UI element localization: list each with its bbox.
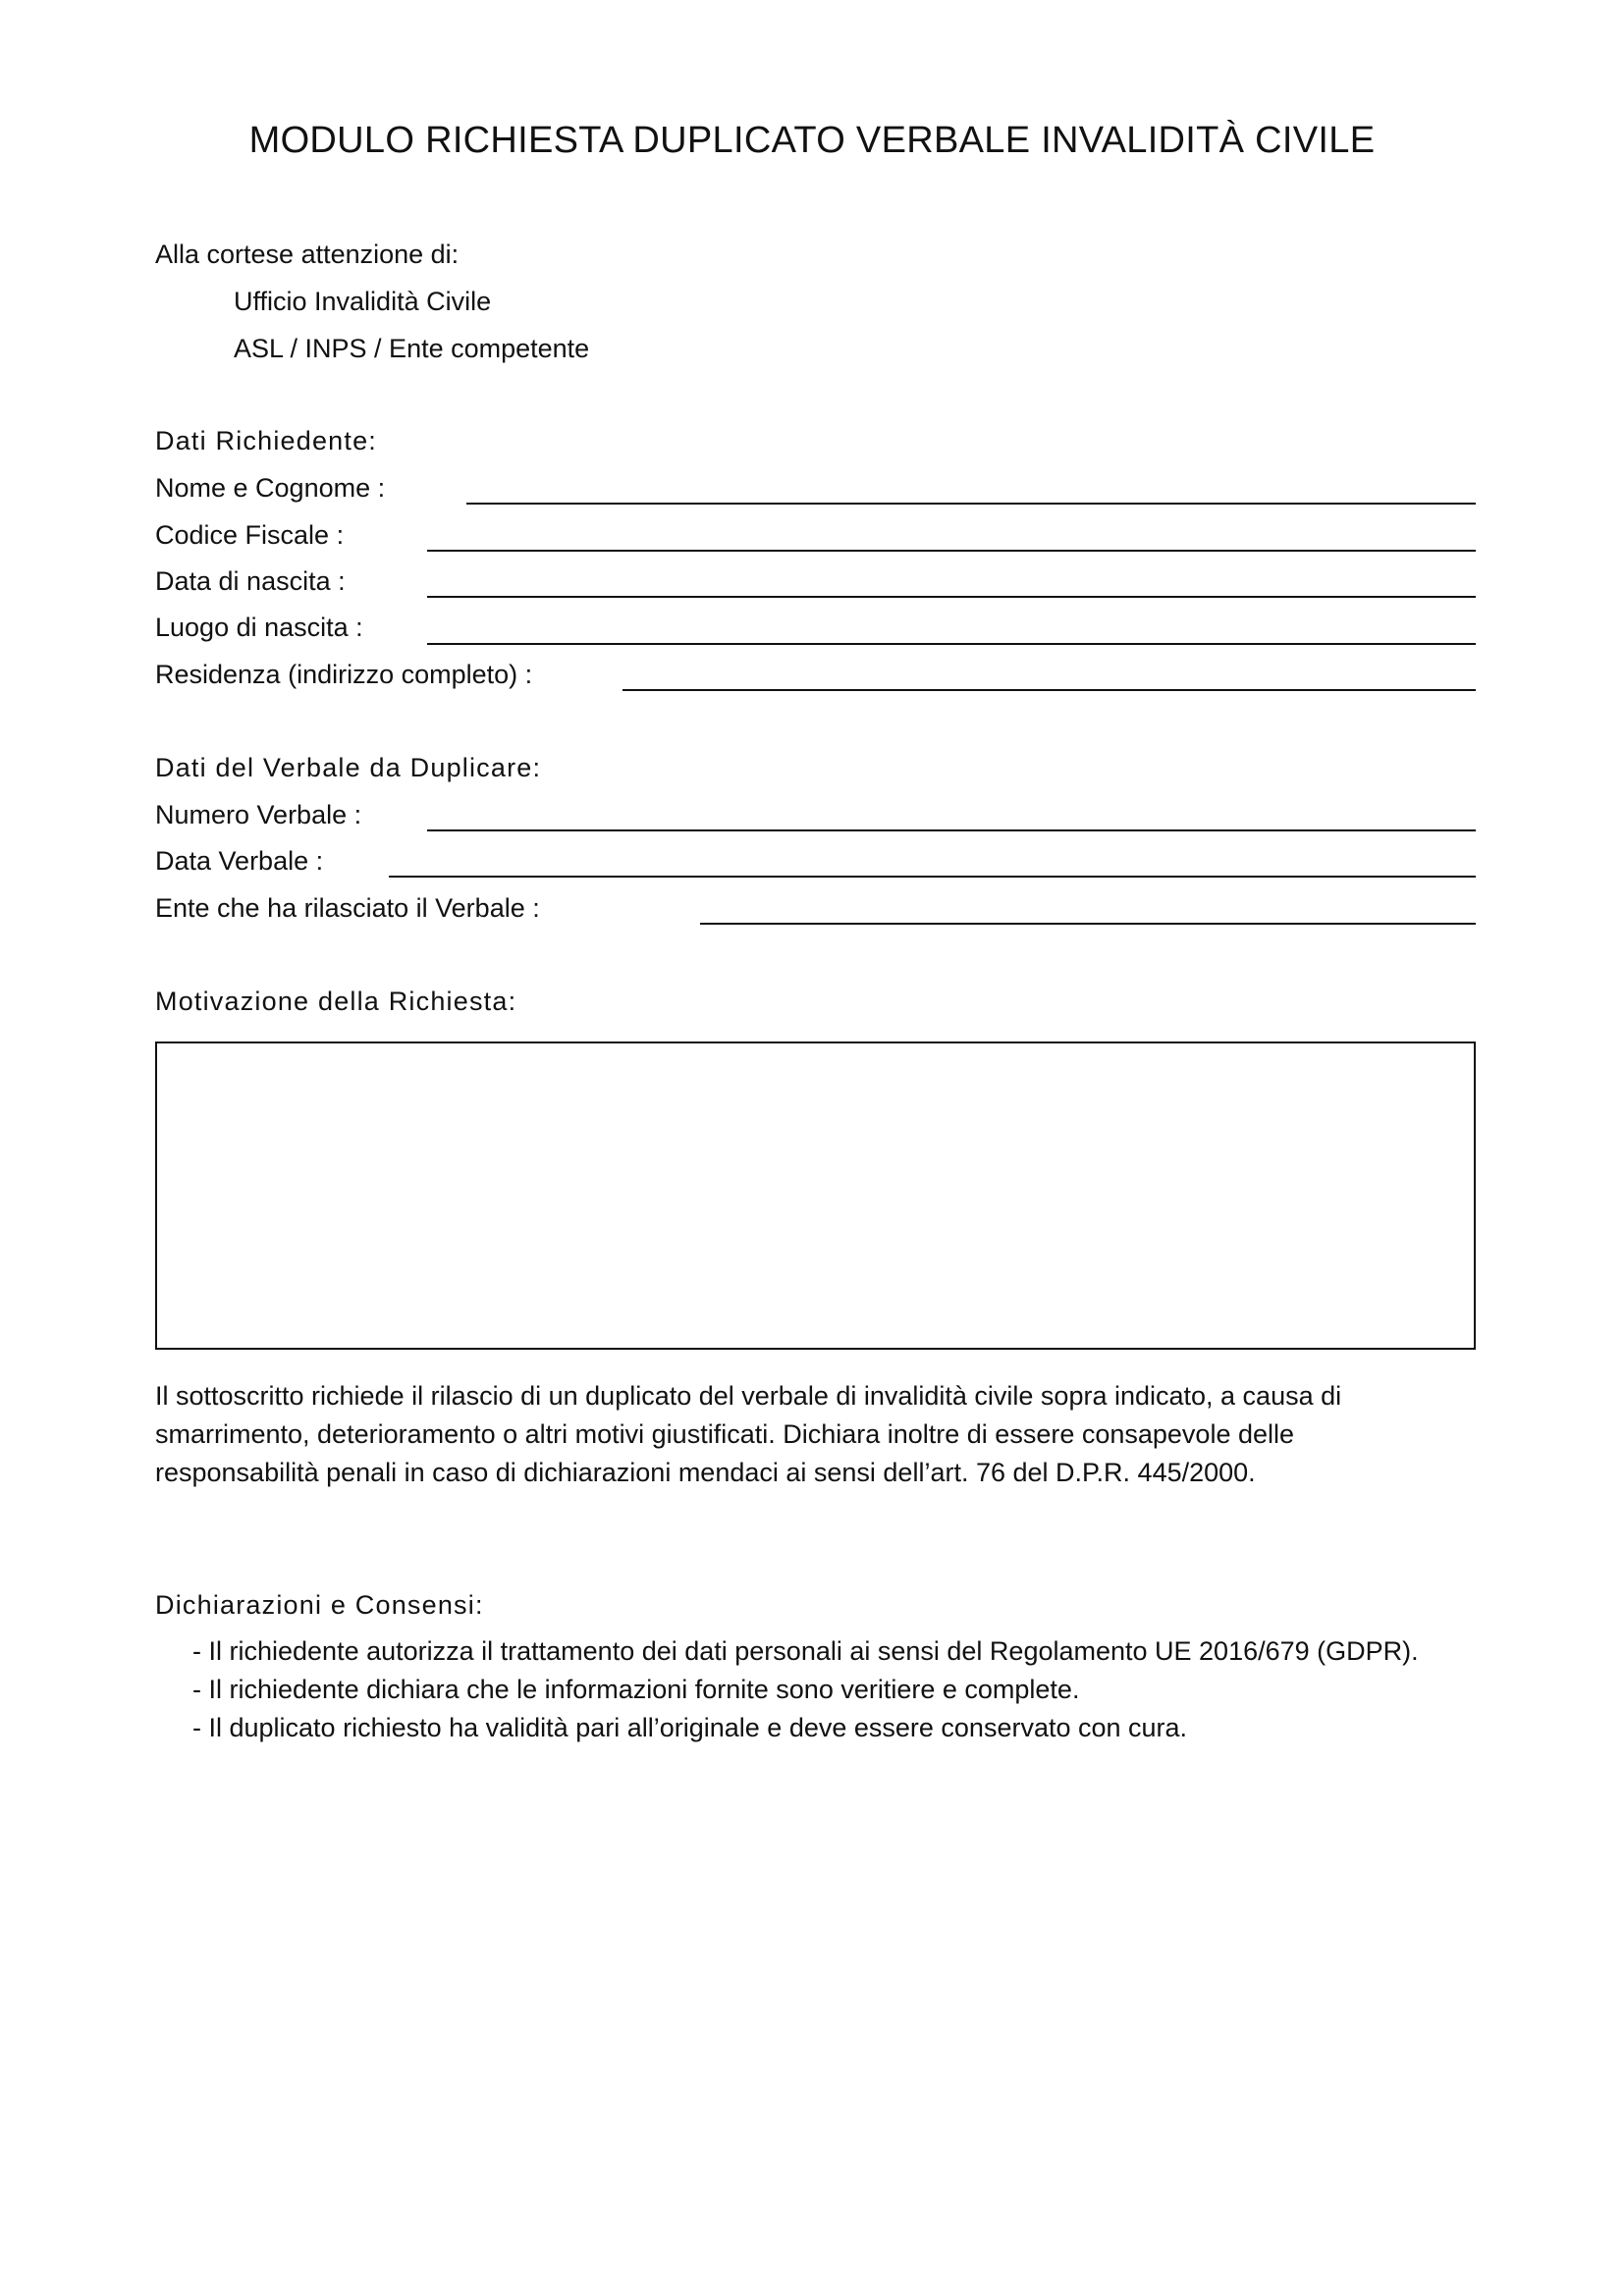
declaration-line: responsabilità penali in caso di dichiarazioni mendaci ai sensi dell’art. 76 del D.P.R. 445/2000. bbox=[155, 1458, 1256, 1487]
consent-item-validity: - Il duplicato richiesto ha validità pari all’originale e deve essere conservato con cura. bbox=[192, 1713, 1188, 1742]
motivation-heading: Motivazione della Richiesta: bbox=[155, 987, 517, 1016]
issuing-entity-field[interactable] bbox=[700, 923, 1476, 925]
report-date-label: Data Verbale : bbox=[155, 846, 324, 876]
declaration-paragraph bbox=[155, 1377, 1490, 1492]
attention-recipient-entity: ASL / INPS / Ente competente bbox=[234, 334, 590, 363]
declaration-line: Il sottoscritto richiede il rilascio di un duplicato del verbale di invalidità civile sopra indicato, a causa di bbox=[155, 1381, 1342, 1411]
report-number-field[interactable] bbox=[427, 829, 1476, 831]
tax-code-label: Codice Fiscale : bbox=[155, 520, 345, 550]
attention-recipient-office: Ufficio Invalidità Civile bbox=[234, 287, 492, 316]
tax-code-field[interactable] bbox=[427, 550, 1476, 552]
full-name-field[interactable] bbox=[466, 503, 1476, 505]
full-name-label: Nome e Cognome : bbox=[155, 473, 386, 503]
birth-date-label: Data di nascita : bbox=[155, 566, 346, 596]
issuing-entity-label: Ente che ha rilasciato il Verbale : bbox=[155, 893, 540, 923]
consents-heading: Dichiarazioni e Consensi: bbox=[155, 1590, 484, 1620]
report-date-field[interactable] bbox=[389, 876, 1476, 878]
report-heading: Dati del Verbale da Duplicare: bbox=[155, 753, 542, 782]
document-title: MODULO RICHIESTA DUPLICATO VERBALE INVALIDITÀ CIVILE bbox=[248, 120, 1376, 161]
residence-field[interactable] bbox=[623, 689, 1476, 691]
applicant-heading: Dati Richiedente: bbox=[155, 426, 378, 455]
birth-place-label: Luogo di nascita : bbox=[155, 613, 363, 642]
attention-label: Alla cortese attenzione di: bbox=[155, 240, 460, 269]
birth-date-field[interactable] bbox=[427, 596, 1476, 598]
residence-label: Residenza (indirizzo completo) : bbox=[155, 660, 533, 689]
birth-place-field[interactable] bbox=[427, 643, 1476, 645]
consent-item-gdpr: - Il richiedente autorizza il trattamento dei dati personali ai sensi del Regolamento UE 2016/679 (GDPR). bbox=[192, 1636, 1419, 1666]
motivation-textbox[interactable] bbox=[155, 1041, 1476, 1350]
declaration-line: smarrimento, deterioramento o altri motivi giustificati. Dichiara inoltre di essere consapevole delle bbox=[155, 1419, 1295, 1449]
report-number-label: Numero Verbale : bbox=[155, 800, 362, 829]
consent-item-truthfulness: - Il richiedente dichiara che le informazioni fornite sono veritiere e complete. bbox=[192, 1675, 1080, 1704]
